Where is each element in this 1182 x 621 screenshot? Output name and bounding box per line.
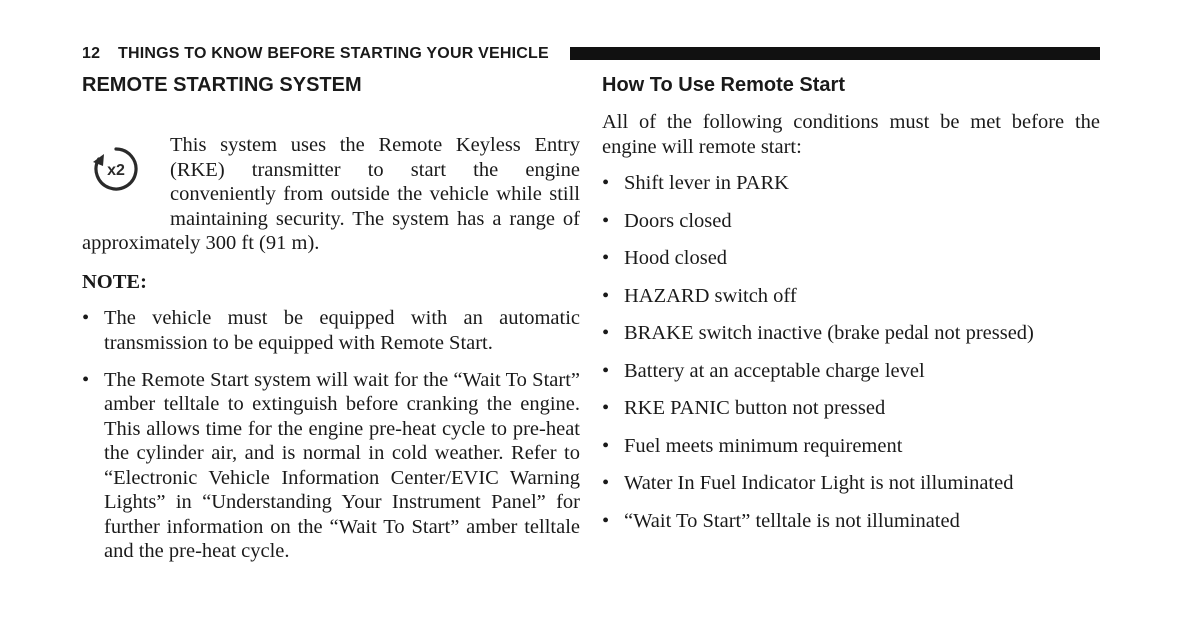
- conditions-intro: All of the following conditions must be met before the engine will remote start:: [602, 111, 1100, 158]
- condition-item: • BRAKE switch inactive (brake pedal not pressed): [602, 321, 1100, 359]
- intro-paragraph: This system uses the Remote Keyless Entry (RKE) transmitter to start the engine conveniently from outside the vehicle while still maintaining security. The system has a range of approximately 300 ft (91 m).: [82, 134, 580, 254]
- condition-item: • Water In Fuel Indicator Light is not illuminated: [602, 471, 1100, 509]
- section-heading: REMOTE STARTING SYSTEM: [82, 74, 362, 96]
- condition-item: • HAZARD switch off: [602, 284, 1100, 322]
- page-number: 12: [82, 45, 101, 62]
- remote-start-x2-icon-graphic: [90, 143, 142, 195]
- note-label: NOTE:: [82, 270, 147, 293]
- condition-item: • Shift lever in PARK: [602, 171, 1100, 209]
- condition-item: • Fuel meets minimum requirement: [602, 434, 1100, 472]
- note-list: [82, 306, 580, 564]
- condition-item: • “Wait To Start” telltale is not illuminated: [602, 509, 1100, 547]
- condition-item: • Doors closed: [602, 209, 1100, 247]
- note-item: • The vehicle must be equipped with an automatic transmission to be equipped with Remote Start.: [82, 306, 580, 355]
- page-header: [82, 45, 1100, 63]
- chapter-title: THINGS TO KNOW BEFORE STARTING YOUR VEHICLE: [118, 45, 549, 62]
- left-column: [82, 72, 580, 576]
- header-rule: [570, 47, 1100, 60]
- subsection-heading: How To Use Remote Start: [602, 74, 845, 96]
- right-column: [602, 72, 1100, 546]
- condition-item: • Battery at an acceptable charge level: [602, 359, 1100, 397]
- condition-item: • RKE PANIC button not pressed: [602, 396, 1100, 434]
- conditions-list: [602, 171, 1100, 546]
- note-item: • The Remote Start system will wait for the “Wait To Start” amber telltale to extinguish before cranking the engine. This allows time for the engine pre-heat cycle to pre-heat the cylinder air, and is normal in cold weather. Refer to “Electronic Vehicle Information Center/EVIC Warning Lights” in “Understanding Your Instrument Panel” for further information on the “Wait To Start” amber telltale and the pre-heat cycle.: [82, 368, 580, 564]
- remote-start-x2-icon: [82, 135, 160, 211]
- icon-label: x2: [107, 162, 125, 179]
- condition-item: • Hood closed: [602, 246, 1100, 284]
- intro-block: [82, 133, 580, 256]
